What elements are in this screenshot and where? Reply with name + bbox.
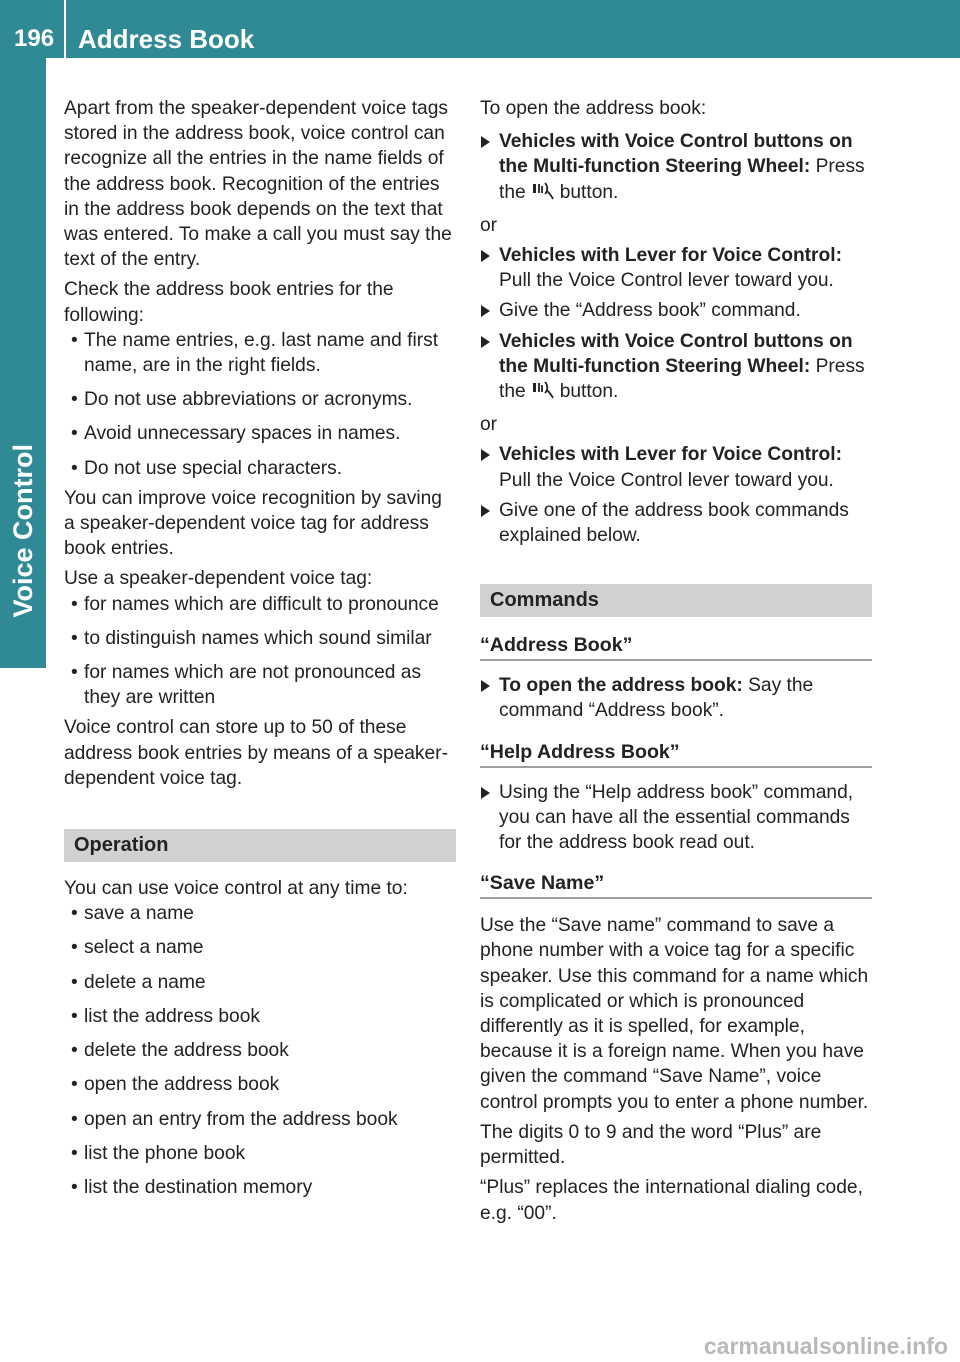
- right-column: [480, 96, 872, 1231]
- paragraph: Check the address book entries for the following:: [64, 279, 394, 326]
- step-text: button.: [559, 181, 619, 203]
- step-item: [480, 673, 872, 723]
- step-condition: Vehicles with Lever for Voice Control:: [499, 444, 842, 466]
- paragraph: “Plus” replaces the international dialing code, e.g. “00”.: [480, 1177, 863, 1224]
- paragraph: The digits 0 to 9 and the word “Plus” are permitted.: [480, 1121, 822, 1169]
- voice-control-button-icon: [532, 181, 554, 208]
- left-column: [64, 96, 456, 1209]
- paragraph: Use the “Save name” command to save a phone number with a voice tag for a specific speaker. Use this command for a name which is complicated or which is pronounced differently as it is spelled, for example, because it is a foreign name. When you have given the command “Save Name”, voice control prompts you to enter a phone number.: [480, 915, 869, 1113]
- bullet-item: • list the destination memory: [64, 1175, 456, 1200]
- step-arrow-icon: [481, 505, 490, 517]
- step-text: Say the command “Address book”.: [499, 675, 814, 722]
- step-condition: To open the address book:: [499, 675, 743, 697]
- step-text: button.: [559, 381, 619, 403]
- bullet-item: • list the phone book: [64, 1141, 456, 1166]
- step-item: [480, 243, 872, 293]
- subheading-save-name: “Save Name”: [480, 869, 872, 899]
- page-number: 196: [14, 25, 55, 52]
- bullet-item: • to distinguish names which sound similar: [64, 626, 456, 651]
- section-heading-operation: Operation: [64, 829, 456, 862]
- step-arrow-icon: [481, 305, 490, 317]
- bullet-item: • Do not use abbreviations or acronyms.: [64, 387, 456, 412]
- page-title: Address Book: [78, 24, 255, 54]
- step-text: Pull the Voice Control lever toward you.: [499, 469, 834, 491]
- step-item: [480, 442, 872, 492]
- watermark: carmanualsonline.info: [703, 1333, 948, 1359]
- step-text: Press the: [499, 355, 865, 403]
- paragraph: Apart from the speaker-dependent voice tags stored in the address book, voice control can recognize all the entries in the name fields of the address book. Recognition of the entries in the address book depends on the text that was entered. To make a call you must say the text of the entry.: [64, 98, 452, 271]
- step-text: Using the “Help address book” command, you can have all the essential commands for the address book read out.: [499, 781, 854, 854]
- section-tab-label: Voice Control: [7, 444, 38, 618]
- step-item: [480, 498, 872, 548]
- bullet-item: • The name entries, e.g. last name and first name, are in the right fields.: [64, 328, 456, 378]
- bullet-item: • delete the address book: [64, 1038, 456, 1063]
- paragraph: To open the address book:: [480, 98, 707, 119]
- bullet-item: • delete a name: [64, 970, 456, 995]
- paragraph: Voice control can store up to 50 of these address book entries by means of a speaker-dependent voice tag.: [64, 717, 448, 789]
- header-divider: [64, 0, 66, 58]
- subheading-help-address-book: “Help Address Book”: [480, 738, 872, 768]
- bullet-item: • select a name: [64, 935, 456, 960]
- subheading-address-book: “Address Book”: [480, 631, 872, 661]
- step-item: [480, 780, 872, 856]
- step-text: Give the “Address book” command.: [499, 300, 801, 322]
- step-condition: Vehicles with Voice Control buttons on the Multi-function Steering Wheel:: [499, 330, 853, 377]
- step-condition: Vehicles with Voice Control buttons on the Multi-function Steering Wheel:: [499, 131, 853, 178]
- step-item: [480, 129, 872, 208]
- step-item: [480, 298, 872, 323]
- bullet-item: • for names which are not pronounced as they are written: [64, 660, 456, 710]
- bullet-item: • open an entry from the address book: [64, 1107, 456, 1132]
- or-text: or: [480, 214, 498, 236]
- step-text: Press the: [499, 156, 865, 203]
- bullet-item: • open the address book: [64, 1072, 456, 1097]
- step-arrow-icon: [481, 680, 490, 692]
- step-text: Give one of the address book commands explained below.: [499, 499, 849, 547]
- step-text: Pull the Voice Control lever toward you.: [499, 270, 834, 292]
- step-arrow-icon: [481, 250, 490, 262]
- section-tab-label-wrap: [0, 58, 46, 618]
- step-item: [480, 329, 872, 408]
- bullet-item: • list the address book: [64, 1004, 456, 1029]
- bullet-item: • for names which are difficult to pronounce: [64, 592, 456, 617]
- step-condition: Vehicles with Lever for Voice Control:: [499, 245, 842, 267]
- bullet-item: • Avoid unnecessary spaces in names.: [64, 421, 456, 446]
- step-arrow-icon: [481, 336, 490, 348]
- bullet-item: • Do not use special characters.: [64, 456, 456, 481]
- step-arrow-icon: [481, 787, 490, 799]
- section-heading-commands: Commands: [480, 584, 872, 617]
- voice-control-button-icon: [532, 380, 554, 407]
- step-arrow-icon: [481, 449, 490, 461]
- or-text: or: [480, 414, 498, 436]
- paragraph: Use a speaker-dependent voice tag:: [64, 568, 373, 590]
- bullet-item: • save a name: [64, 901, 456, 926]
- paragraph: You can improve voice recognition by saving a speaker-dependent voice tag for address book entries.: [64, 487, 442, 560]
- paragraph: You can use voice control at any time to:: [64, 878, 408, 900]
- step-arrow-icon: [481, 136, 490, 148]
- header-bar: [0, 0, 960, 58]
